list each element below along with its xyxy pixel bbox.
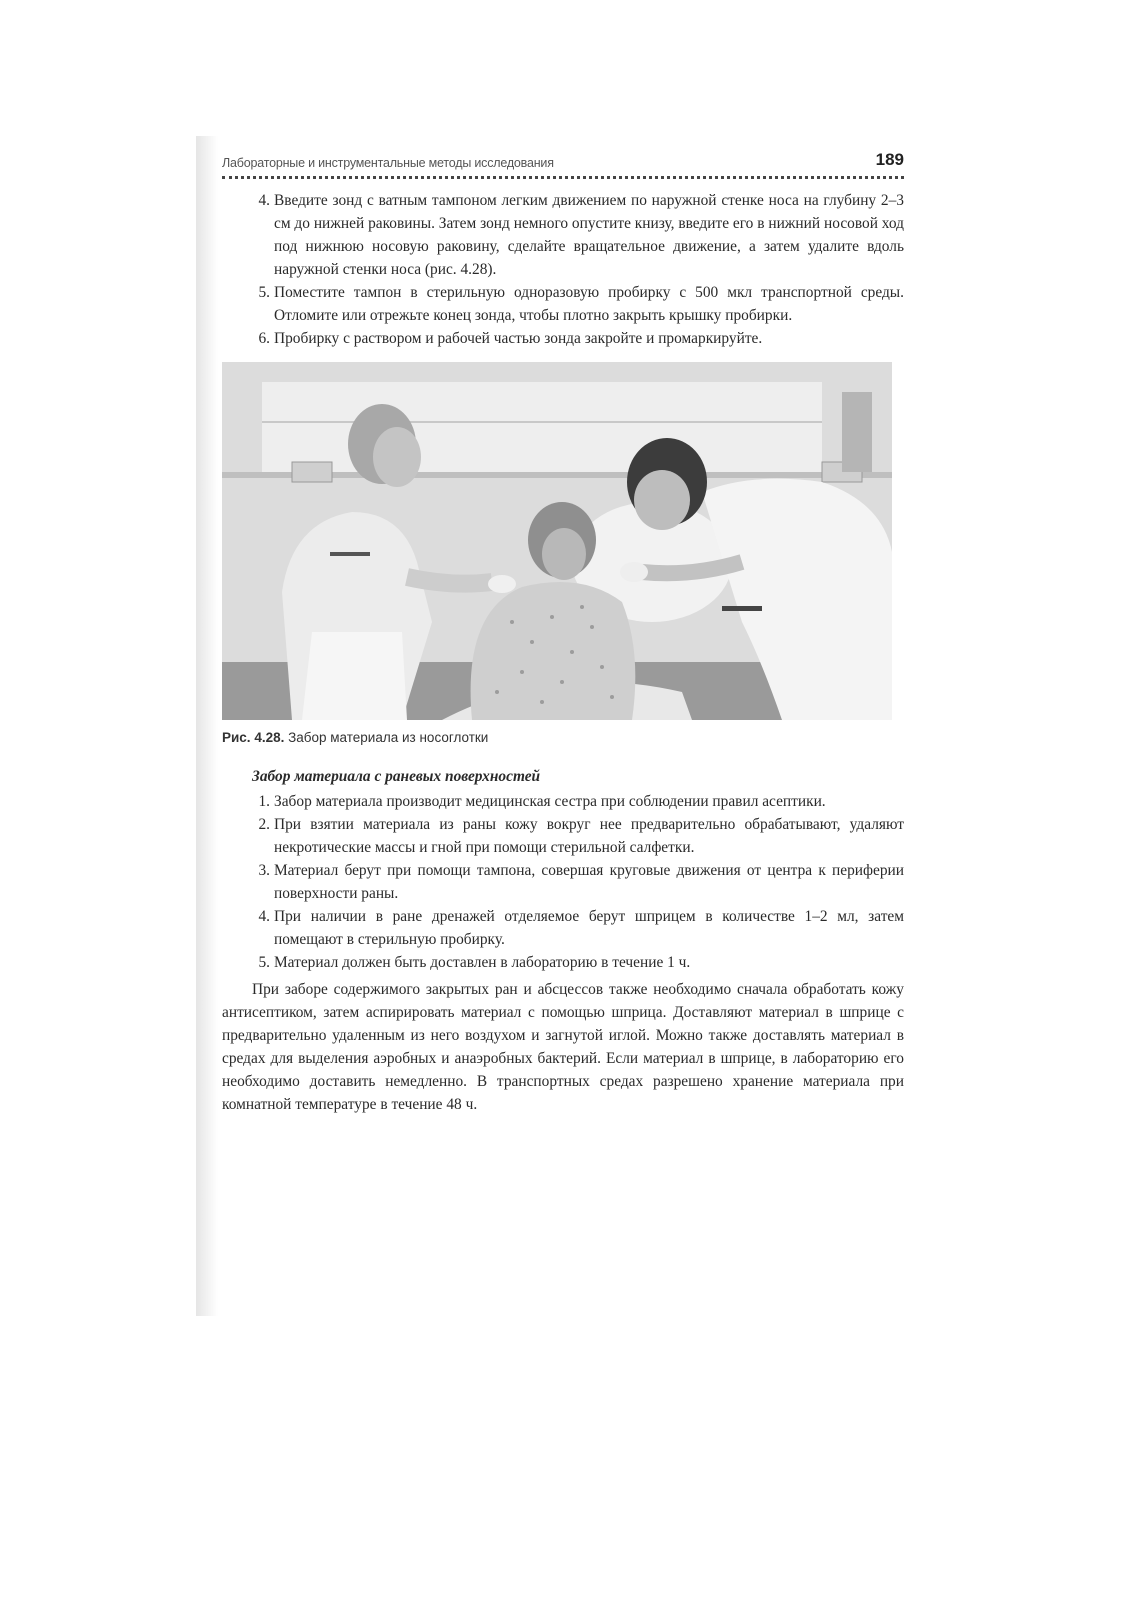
step-number: 5. (258, 954, 270, 971)
figure-label: Рис. 4.28. (222, 730, 285, 745)
step-text: Поместите тампон в стерильную одноразовую пробирку с 500 мкл транспортной среды. Отломите или отрежьте конец зонда, чтобы плотно закрыть крышку пробирки. (274, 284, 904, 324)
list-item (222, 813, 904, 859)
figure-photo-nasopharynx-swab (222, 362, 892, 720)
list-item (222, 859, 904, 905)
step-text: Материал должен быть доставлен в лабораторию в течение 1 ч. (274, 954, 691, 971)
step-text: При взятии материала из раны кожу вокруг нее предварительно обрабатывают, удаляют некротические массы и гной при помощи стерильной салфетки. (274, 816, 904, 856)
step-text: Введите зонд с ватным тампоном легким движением по наружной стенке носа на глубину 2–3 см до нижней раковины. Затем зонд немного опустите книзу, введите его в нижний носовой ход под нижнюю носовую раковину, сделайте вращательное движение, а затем удалите вдоль наружной стенки носа (рис. 4.28). (274, 192, 904, 278)
body-paragraph: При заборе содержимого закрытых ран и абсцессов также необходимо сначала обработать кожу антисептиком, затем аспирировать материал с помощью шприца. Доставляют материал в шприце с предварительно удаленным из него воздухом и загнутой иглой. Можно также доставлять материал в средах для выделения аэробных и анаэробных бактерий. Если материал в шприце, в лабораторию его необходимо доставить немедленно. В транспортных средах разрешено хранение материала при комнатной температуре в течение 48 ч. (222, 981, 904, 1113)
step-text: При наличии в ране дренажей отделяемое берут шприцем в количестве 1–2 мл, затем помещают в стерильную пробирку. (274, 908, 904, 948)
page-content (222, 189, 904, 1116)
list-item (222, 790, 904, 813)
running-header (222, 150, 904, 179)
step-number: 2. (258, 816, 270, 833)
list-item (222, 189, 904, 281)
running-header-title: Лабораторные и инструментальные методы исследования (222, 156, 554, 170)
section-heading: Забор материала с раневых поверхностей (252, 768, 541, 785)
page-number: 189 (875, 150, 904, 169)
step-text: Пробирку с раствором и рабочей частью зонда закройте и промаркируйте. (274, 330, 763, 347)
photo-illustration (222, 362, 892, 720)
list-item (222, 281, 904, 327)
list-item (222, 327, 904, 350)
book-page (222, 150, 904, 1116)
figure-caption (222, 726, 904, 749)
step-text: Материал берут при помощи тампона, совершая круговые движения от центра к периферии поверхности раны. (274, 862, 904, 902)
procedure-steps-nasal (222, 189, 904, 350)
step-number: 1. (258, 793, 270, 810)
procedure-steps-wound (222, 790, 904, 974)
figure-caption-text: Забор материала из носоглотки (288, 730, 489, 745)
step-number: 3. (258, 862, 270, 879)
step-text: Забор материала производит медицинская сестра при соблюдении правил асептики. (274, 793, 826, 810)
step-number: 4. (258, 908, 270, 925)
page-gutter-shadow (196, 136, 218, 1316)
step-number: 6. (258, 330, 270, 347)
step-number: 4. (258, 192, 270, 209)
list-item (222, 951, 904, 974)
step-number: 5. (258, 284, 270, 301)
list-item (222, 905, 904, 951)
